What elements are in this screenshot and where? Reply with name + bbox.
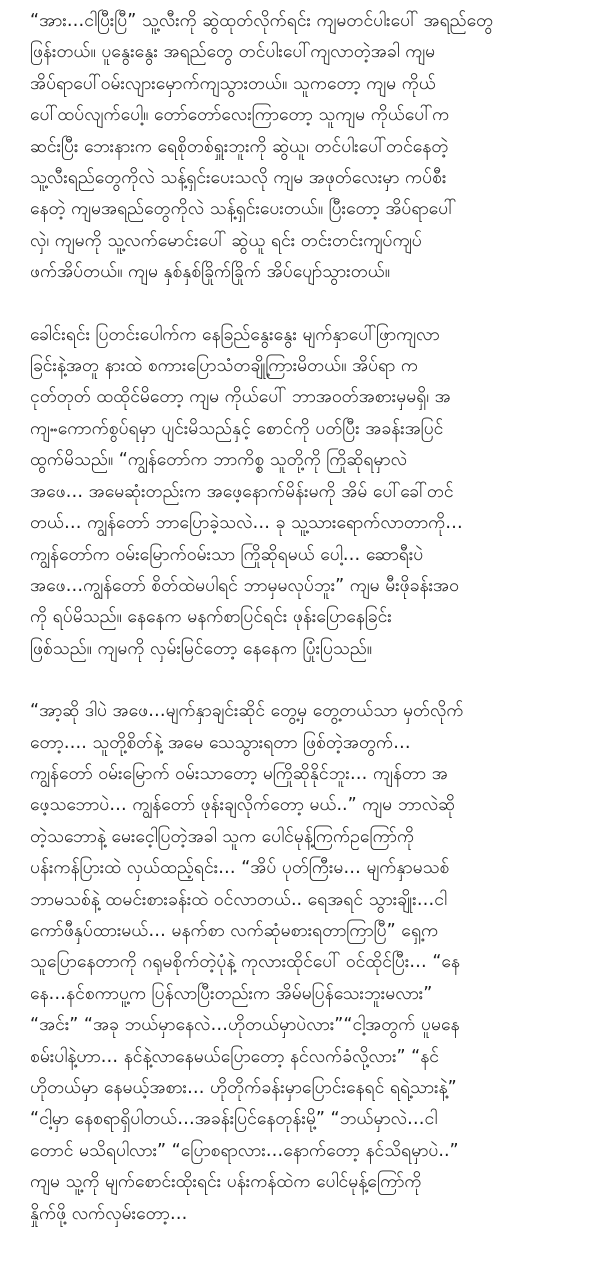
- paragraph-1: [30, 6, 585, 289]
- text-line: တဲ့သဘောနဲ့ မေးငေ့ါပြတဲ့အခါ သူက ပေါင်မုန့်ကြက်ဥကြော်ကို: [30, 826, 415, 847]
- text-line: နေတဲ့ ကျမအရည်တွေကိုလဲ သန့်ရှင်းပေးတယ်။ ပြီးတော့ အိပ်ရာပေါ်: [30, 199, 457, 220]
- text-line: သူပြောနေတာကို ဂရုမစိုက်တဲ့ပုံနဲ့ ကုလားထိုင်ပေါ် ဝင်ထိုင်ပြီး… “နေ: [30, 952, 460, 973]
- text-line: ပန်းကန်ပြားထဲ လှယ်ထည့်ရင်း… “အိပ် ပုတ်ကြီးမ… မျက်နှာမသစ်: [30, 858, 450, 879]
- text-line: ငုတ်တုတ် ထထိုင်မိတော့ ကျမ ကိုယ်ပေါ် ဘာအဝတ်အစားမှမရှိ၊ အ: [30, 387, 451, 408]
- paragraph-2: [30, 320, 585, 665]
- text-line: ကျွန်တော် ဝမ်းမြောက် ဝမ်းသာတော့ မကြိုဆိုနိုင်ဘူး… ကျန်တာ အ: [30, 763, 448, 784]
- text-line: ဖြစ်သည်။ ကျမကို လှမ်းမြင်တော့ နေနေက ပြုံးပြသည်။: [30, 638, 373, 659]
- text-line: စမ်းပါနဲ့ဟာ… နင်နဲ့လာနေမယ်ပြောတော့ နင်လက်ခံလို့လား” “နင်: [30, 1046, 440, 1067]
- text-line: ဖေ့သဘောပဲ… ကျွန်တော် ဖုန်းချလိုက်တော့ မယ်..” ကျမ ဘာလဲဆို: [30, 795, 456, 816]
- text-line: လှဲ၊ ကျမကို သူ့လက်မောင်းပေါ် ဆွဲယူ ရင်း တင်းတင်းကျပ်ကျပ်: [30, 230, 422, 251]
- text-line: အဖေ… အမေဆုံးတည်းက အဖေ့နောက်မိန်းမကို အိမ် ပေါ်ခေါ်တင်: [30, 481, 454, 502]
- text-line: သူ့လီးရည်တွေကိုလဲ သန့်ရှင်းပေးသလို ကျမ အဖုတ်လေးမှာ ကပ်စီး: [30, 168, 447, 189]
- text-line: တော့…. သူတို့စိတ်နဲ့ အမေ သေသွားရတာ ဖြစ်တဲ့အတွက်…: [30, 732, 411, 753]
- text-line: ဖက်အိပ်တယ်။ ကျမ နှစ်နှစ်ခြိုက်ခြိုက် အိပ်ပျော်သွားတယ်။: [30, 262, 391, 283]
- text-line: ခြင်းနဲ့အတူ နားထဲ စကားပြောသံတချို့ကြားမိတယ်။ အိပ်ရာ က: [30, 356, 419, 377]
- text-line: ကျႌကောက်စွပ်ရမှာ ပျင်းမိသည်နှင့် စောင်ကို ပတ်ပြီး အခန်းအပြင်: [30, 418, 444, 439]
- text-line: ပေါ်ထပ်လျက်ပေါ့။ တော်တော်လေးကြာတော့ သူကျမ ကိုယ်ပေါ်က: [30, 105, 450, 126]
- text-line: နေ…နင်စကာပူ့က ပြန်လာပြီးတည်းက အိမ်မပြန်သေးဘူးမလား”: [30, 983, 433, 1004]
- text-line: ဟိုတယ်မှာ နေမယ့်အစား… ဟိုတိုက်ခန်းမှာပြောင်းနေရင် ရရဲ့သားနဲ့”: [30, 1078, 457, 1098]
- text-line: ဖြန်းတယ်။ ပူနွေးနွေး အရည်တွေ တင်ပါးပေါ်ကျလာတဲ့အခါ ကျမ: [30, 42, 436, 63]
- text-line: ကျမ သူ့ကို မျက်စောင်းထိုးရင်း ပန်းကန်ထဲက ပေါင်မုန့်ကြော်ကို: [30, 1172, 422, 1193]
- text-line: ဘာမသစ်နဲ့ ထမင်းစားခန်းထဲ ဝင်လာတယ်.. ရေအရင် သွားချိုး…ငါ: [30, 889, 447, 910]
- text-line: ကို ရပ်မိသည်။ နေနေက မနက်စာပြင်ရင်း ဖုန်းပြောနေခြင်း: [30, 607, 392, 628]
- text-line: “အား…ငါပြီးပြီ” သူ့လီးကို ဆွဲထုတ်လိုက်ရင်း ကျမတင်ပါးပေါ် အရည်တွေ: [30, 11, 494, 31]
- text-line: ဆင်းပြီး ဘေးနားက ရေစိုတစ်ရှူးဘူးကို ဆွဲယူ၊ တင်ပါးပေါ်တင်နေတဲ့: [30, 136, 449, 157]
- paragraph-3: [30, 696, 585, 1230]
- text-line: နှိုက်ဖို့ လက်လှမ်းတော့…: [30, 1203, 188, 1224]
- text-line: ခေါင်းရင်း ပြတင်းပေါက်က နေခြည်နွေးနွေး မျက်နှာပေါ်ဖြာကျလာ: [30, 324, 440, 345]
- text-line: ထွက်မိသည်။ “ကျွန်တော်က ဘာကိစ္စ သူတို့ကို ကြိုဆိုရမှာလဲ: [30, 450, 408, 471]
- text-line: တယ်… ကျွန်တော် ဘာပြောခဲ့သလဲ… ခု သူ့သားရောက်လာတာကို…: [30, 513, 463, 534]
- text-line: ကော်ဖီနှပ်ထားမယ်… မနက်စာ လက်ဆုံမစားရတာကြာပြီ” ရှေ့က: [30, 920, 439, 941]
- text-line: ကျွန်တော်က ဝမ်းမြောက်ဝမ်းသာ ကြိုဆိုရမယ် ပေါ့… ဆောရီးပဲ: [30, 544, 424, 565]
- text-line: အဖေ…ကျွန်တော် စိတ်ထဲမပါရင် ဘာမှမလုပ်ဘူး” ကျမ မီးဖိုခန်းအဝ: [30, 575, 459, 596]
- text-line: “ငါ့မှာ နေစရာရှိပါတယ်…အခန်းပြင်နေတုန်းမို့” “ဘယ်မှာလဲ…ငါ: [30, 1109, 438, 1130]
- text-line: “အင်း” “အခု ဘယ်မှာနေလဲ…ဟိုတယ်မှာပဲလား”“ငါ့အတွက် ပူမနေ: [30, 1015, 460, 1036]
- text-line: “အာ့ဆို ဒါပဲ အဖေ…မျက်နှာချင်းဆိုင် တွေ့မှ တွေ့တယ်သာ မှတ်လိုက်: [30, 701, 464, 722]
- text-line: တောင် မသိရပါလား” “ပြောစရာလား…နောက်တော့ နင်သိရမှာပဲ..”: [30, 1140, 459, 1161]
- text-line: အိပ်ရာပေါ်ဝမ်းလျားမှောက်ကျသွားတယ်။ သူကတော့ ကျမ ကိုယ်: [30, 73, 436, 94]
